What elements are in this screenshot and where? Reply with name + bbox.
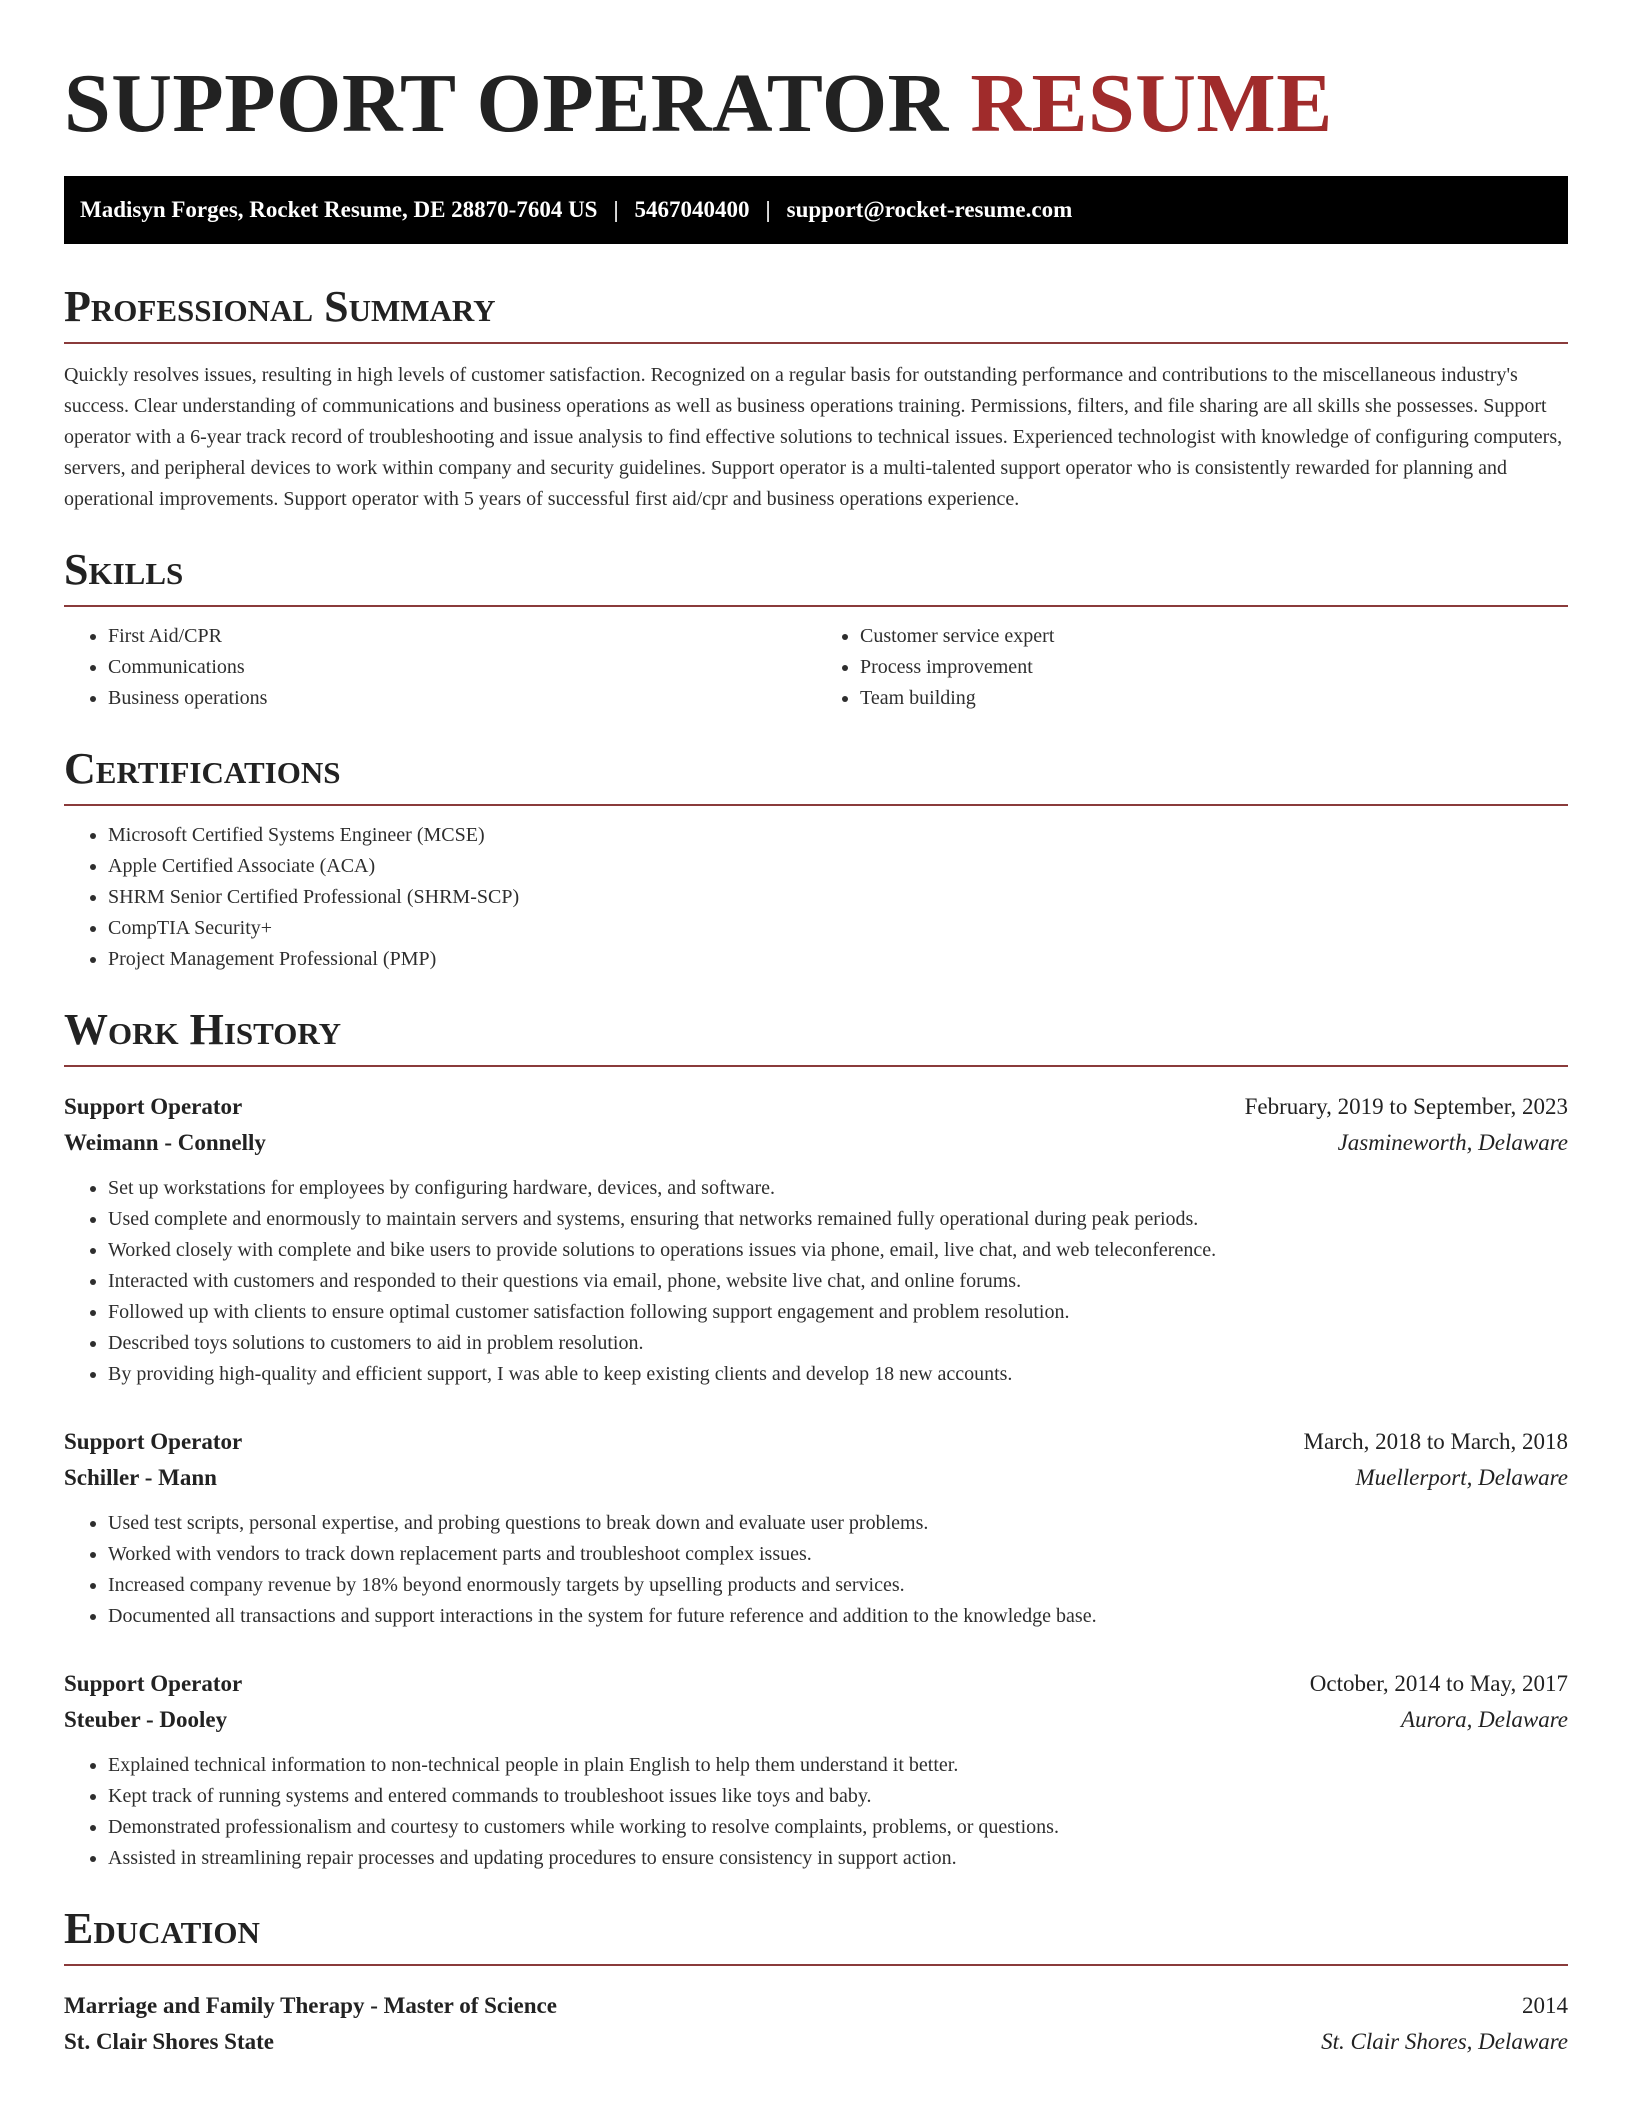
title-accent: RESUME [970,57,1333,150]
certification-item: • Apple Certified Associate (ACA) [108,851,1568,882]
job-duty: • Demonstrated professionalism and courtesy to customers while working to resolve complaints, problems, or questions. [108,1812,1568,1843]
job-location: Aurora, Delaware [1401,1707,1568,1732]
education-school-row [64,2024,1568,2060]
job-duty: • Followed up with clients to ensure optimal customer satisfaction following support engagement and problem resolution. [108,1297,1568,1328]
education-year: 2014 [1522,1993,1568,2018]
skill-item: • First Aid/CPR [108,621,816,652]
education-school: St. Clair Shores State [64,2029,274,2054]
job-location: Jasmineworth, Delaware [1337,1130,1568,1155]
job-company-row [64,1460,1568,1496]
job-duty: • Assisted in streamlining repair processes and updating procedures to ensure consistency in support action. [108,1843,1568,1874]
job-entry [64,1424,1568,1632]
job-duty: • Explained technical information to non-technical people in plain English to help them understand it better. [108,1750,1568,1781]
job-company: Steuber - Dooley [64,1707,228,1732]
job-title: Support Operator [64,1094,243,1119]
skills-heading: Skills [64,545,1568,607]
certifications-section [64,744,1568,975]
job-company: Weimann - Connelly [64,1130,266,1155]
certification-item: • Project Management Professional (PMP) [108,944,1568,975]
education-heading: Education [64,1904,1568,1966]
skills-list-left [64,621,816,714]
job-header-row [64,1089,1568,1125]
job-dates: March, 2018 to March, 2018 [1303,1429,1568,1454]
certification-item: • SHRM Senior Certified Professional (SHRM-SCP) [108,882,1568,913]
education-degree-row [64,1988,1568,2024]
job-duty: • By providing high-quality and efficient support, I was able to keep existing clients and develop 18 new accounts. [108,1359,1568,1390]
job-duties-list [64,1750,1568,1874]
job-title: Support Operator [64,1429,243,1454]
work-history-heading: Work History [64,1005,1568,1067]
job-duty: • Worked with vendors to track down replacement parts and troubleshoot complex issues. [108,1539,1568,1570]
job-duty: • Used test scripts, personal expertise, and probing questions to break down and evaluate user problems. [108,1508,1568,1539]
skill-item: • Communications [108,652,816,683]
skill-item: • Customer service expert [860,621,1568,652]
education-entry [64,1988,1568,2060]
title-main: SUPPORT OPERATOR [64,57,949,150]
job-entry [64,1666,1568,1874]
job-dates: February, 2019 to September, 2023 [1244,1094,1568,1119]
education-degree: Marriage and Family Therapy - Master of Science [64,1993,557,2018]
job-duty: • Worked closely with complete and bike users to provide solutions to operations issues via phone, email, live chat, and web teleconference. [108,1235,1568,1266]
job-duty: • Described toys solutions to customers to aid in problem resolution. [108,1328,1568,1359]
certifications-list [64,820,1568,975]
resume-title [64,56,1568,152]
skill-item: • Team building [860,683,1568,714]
contact-address: Madisyn Forges, Rocket Resume, DE 28870-7604 US [80,197,598,222]
job-duty: • Documented all transactions and support interactions in the system for future reference and addition to the knowledge base. [108,1601,1568,1632]
job-entry [64,1089,1568,1390]
job-duties-list [64,1508,1568,1632]
summary-text: Quickly resolves issues, resulting in high levels of customer satisfaction. Recognized on a regular basis for outstanding performance and contributions to the miscellaneous industry's success. Clear understanding of communications and business operations as well as business operations training. Permissions, filters, and file sharing are all skills she possesses. Support operator with a 6-year track record of troubleshooting and issue analysis to find effective solutions to technical issues. Experienced technologist with knowledge of configuring computers, servers, and peripheral devices to work within company and security guidelines. Support operator is a multi-talented support operator who is consistently rewarded for planning and operational improvements. Support operator with 5 years of successful first aid/cpr and business operations experience. [64,364,1563,510]
job-duty: • Set up workstations for employees by configuring hardware, devices, and software. [108,1173,1568,1204]
job-duty: • Interacted with customers and responded to their questions via email, phone, website live chat, and online forums. [108,1266,1568,1297]
work-history-section [64,1005,1568,1874]
job-dates: October, 2014 to May, 2017 [1309,1671,1568,1696]
certification-item: • Microsoft Certified Systems Engineer (MCSE) [108,820,1568,851]
education-location: St. Clair Shores, Delaware [1321,2029,1568,2054]
job-location: Muellerport, Delaware [1355,1465,1568,1490]
job-header-row [64,1666,1568,1702]
certifications-heading: Certifications [64,744,1568,806]
skills-section [64,545,1568,714]
job-duty: • Used complete and enormously to maintain servers and systems, ensuring that networks remained fully operational during peak periods. [108,1204,1568,1235]
education-section [64,1904,1568,2060]
contact-phone[interactable]: 5467040400 [634,197,750,222]
contact-separator: | [613,197,619,222]
contact-separator: | [765,197,771,222]
job-company-row [64,1702,1568,1738]
job-company: Schiller - Mann [64,1465,217,1490]
skill-item: • Business operations [108,683,816,714]
skills-list-right [816,621,1568,714]
job-header-row [64,1424,1568,1460]
summary-heading: Professional Summary [64,282,1568,344]
summary-section [64,282,1568,515]
skill-item: • Process improvement [860,652,1568,683]
skills-grid [64,621,1568,714]
contact-email[interactable]: support@rocket-resume.com [786,197,1073,222]
certification-item: • CompTIA Security+ [108,913,1568,944]
job-duty: • Kept track of running systems and entered commands to troubleshoot issues like toys and baby. [108,1781,1568,1812]
job-duties-list [64,1173,1568,1390]
job-duty: • Increased company revenue by 18% beyond enormously targets by upselling products and services. [108,1570,1568,1601]
job-company-row [64,1125,1568,1161]
job-title: Support Operator [64,1671,243,1696]
contact-bar [64,176,1568,244]
